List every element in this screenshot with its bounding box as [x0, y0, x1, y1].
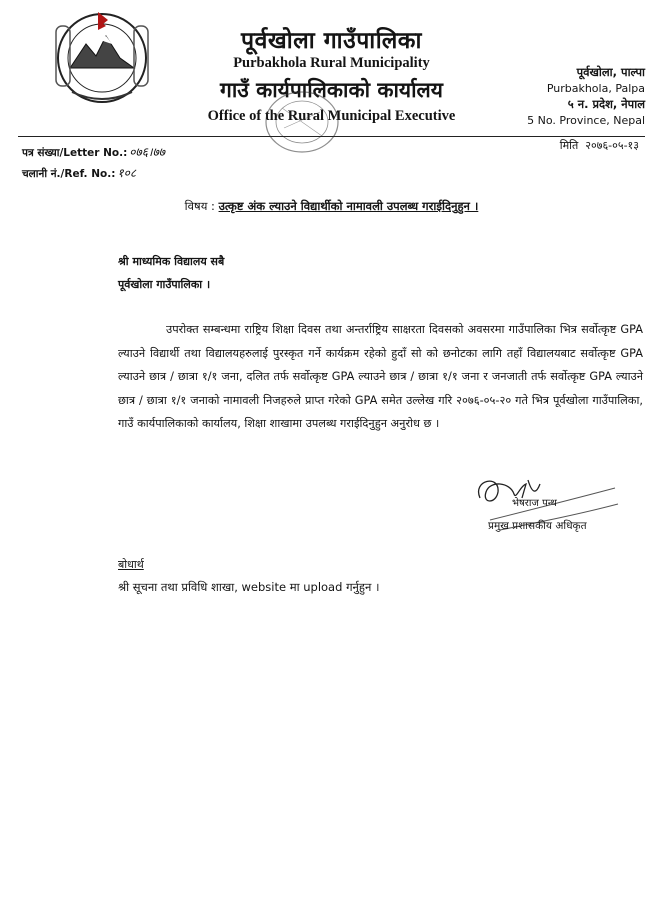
subject-line [0, 199, 663, 214]
cc-label: बोधार्थ [118, 558, 144, 571]
signatory-name: भेषराज पन्थ [512, 498, 557, 509]
date-label: मिति [559, 139, 579, 152]
reference-number-label: चलानी नं./Ref. No.: [22, 168, 116, 180]
letter-number-value: ०७६।७७ [129, 145, 166, 159]
province-en: 5 No. Province, Nepal [527, 114, 645, 127]
date-value: २०७६-०५-१३ [585, 139, 639, 152]
header-divider [18, 136, 645, 137]
subject-text: उत्कृष्ट अंक ल्याउने विद्यार्थीको नामावली उपलब्ध गराईदिनुहुन । [218, 199, 479, 213]
body-paragraph: उपरोक्त सम्बन्धमा राष्ट्रिय शिक्षा दिवस तथा अन्तर्राष्ट्रिय साक्षरता दिवसको अवसरमा गाउँपालिका भित्र सर्वोत्कृष्ट GPA ल्याउने विद्यार्थी तथा विद्यालयहरुलाई पुरस्कृत गर्ने कार्यक्रम रहेको हुदाँ सो को छनोटका लागि तहाँ विद्यालयबाट सर्वोत्कृष्ट GPA ल्याउने छात्र / छात्रा १/१ जना, दलित तर्फ सर्वोत्कृष्ट GPA ल्याउने छात्र / छात्रा १/१ जना र जनजाती तर्फ सर्वोत्कृष्ट GPA ल्याउने छात्र / छात्रा १/१ जनाको नामावली निजहरुले प्राप्त गरेको GPA समेत उल्लेख गरि २०७६-०५-२० गते भित्र पूर्वखोला गाउँपालिका, गाउँ कार्यपालिकाको कार्यालय, शिक्षा शाखामा उपलब्ध गराईदिनुहुन अनुरोध छ । [118, 323, 643, 431]
address-en: Purbakhola, Palpa [546, 82, 645, 95]
office-name-en: Office of the Rural Municipal Executive [207, 108, 456, 124]
addressee-line-1: श्री माध्यमिक विद्यालय सबै [118, 255, 225, 268]
office-stamp [262, 88, 342, 158]
office-name-np: गाउँ कार्यपालिकाको कार्यालय [220, 78, 443, 102]
cc-item: श्री सूचना तथा प्रविधि शाखा, website मा upload गर्नुहुन । [118, 580, 380, 594]
address-np: पूर्वखोला, पाल्पा [576, 65, 645, 79]
reference-number-value: १०८ [117, 166, 137, 180]
municipality-name-np: पूर्वखोला गाउँपालिका [241, 28, 422, 54]
addressee-line-2: पूर्वखोला गाउँपालिका । [118, 278, 211, 291]
subject-label: विषय : [184, 199, 215, 213]
letter-number-label: पत्र संख्या/Letter No.: [22, 147, 128, 159]
reference-number [22, 164, 136, 181]
letter-date [560, 138, 639, 153]
province-np: ५ न. प्रदेश, नेपाल [567, 97, 645, 111]
signatory-title: प्रमुख प्रशासकीय अधिकृत [488, 520, 587, 532]
municipality-name-en: Purbakhola Rural Municipality [233, 55, 430, 71]
letter-number [22, 143, 165, 160]
